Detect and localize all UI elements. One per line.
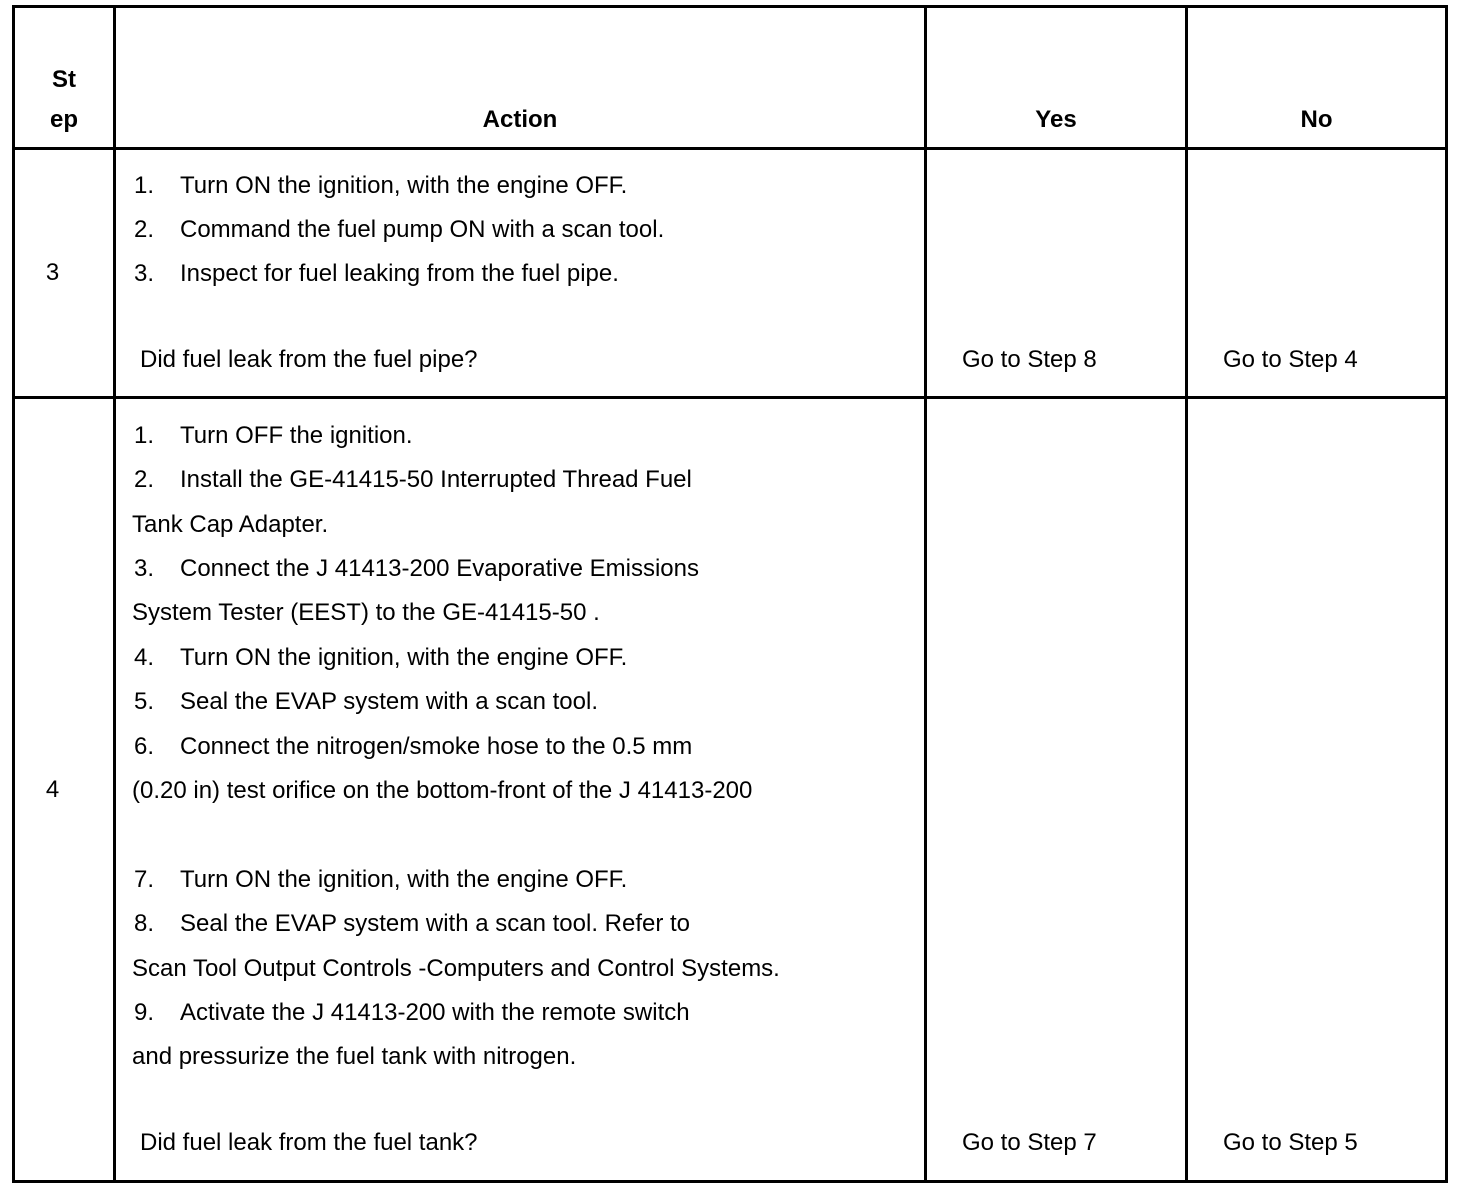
action-step-text: Connect the nitrogen/smoke hose to the 0.5 mm [180,733,693,760]
table-border-top [12,5,1448,8]
yes-result: Go to Step 8 [962,346,1097,373]
action-step-number: 4. [134,644,155,671]
header-no: No [1300,106,1333,133]
action-step-continuation: Scan Tool Output Controls -Computers and Control Systems. [132,955,780,982]
action-step-number: 1. [134,172,155,199]
row-step-number: 3 [45,259,60,286]
action-step-text: Turn OFF the ignition. [180,422,413,449]
action-question: Did fuel leak from the fuel tank? [140,1129,478,1156]
table-row-divider [12,396,1448,399]
action-step-text: Seal the EVAP system with a scan tool. [180,688,598,715]
action-step-text: Install the GE-41415-50 Interrupted Thread Fuel [180,466,692,493]
action-step-number: 5. [134,688,155,715]
table-divider-yes-no [1185,5,1188,1183]
action-step-number: 3. [134,555,155,582]
action-step-text: Seal the EVAP system with a scan tool. Refer to [180,910,691,937]
row-step-number: 4 [45,776,60,803]
action-step-number: 7. [134,866,155,893]
no-result: Go to Step 5 [1223,1129,1358,1156]
action-step-number: 3. [134,260,155,287]
action-step-text: Inspect for fuel leaking from the fuel pipe. [180,260,619,287]
action-step-number: 1. [134,422,155,449]
table-divider-action-yes [924,5,927,1183]
action-step-text: Command the fuel pump ON with a scan tool. [180,216,665,243]
action-step-number: 2. [134,216,155,243]
header-action: Action [482,106,558,133]
table-border-left [12,5,15,1183]
action-step-number: 2. [134,466,155,493]
yes-result: Go to Step 7 [962,1129,1097,1156]
action-step-continuation: and pressurize the fuel tank with nitrogen. [132,1043,577,1070]
action-step-number: 6. [134,733,155,760]
action-step-number: 8. [134,910,155,937]
table-border-bottom [12,1180,1448,1183]
action-step-text: Activate the J 41413-200 with the remote switch [180,999,690,1026]
header-step-line2: ep [49,106,78,133]
action-step-text: Turn ON the ignition, with the engine OFF. [180,172,628,199]
action-step-number: 9. [134,999,155,1026]
action-step-text: Turn ON the ignition, with the engine OFF. [180,644,628,671]
table-border-right [1445,5,1448,1183]
action-step-continuation: (0.20 in) test orifice on the bottom-front of the J 41413-200 [132,777,753,804]
no-result: Go to Step 4 [1223,346,1358,373]
table-divider-step-action [113,5,116,1183]
action-step-text: Connect the J 41413-200 Evaporative Emissions [180,555,699,582]
action-question: Did fuel leak from the fuel pipe? [140,346,478,373]
table-header-divider [12,147,1448,150]
header-step-line1: St [52,66,76,93]
action-step-continuation: System Tester (EEST) to the GE-41415-50 . [132,599,600,626]
action-step-text: Turn ON the ignition, with the engine OFF. [180,866,628,893]
action-step-continuation: Tank Cap Adapter. [132,511,329,538]
header-yes: Yes [1035,106,1077,133]
